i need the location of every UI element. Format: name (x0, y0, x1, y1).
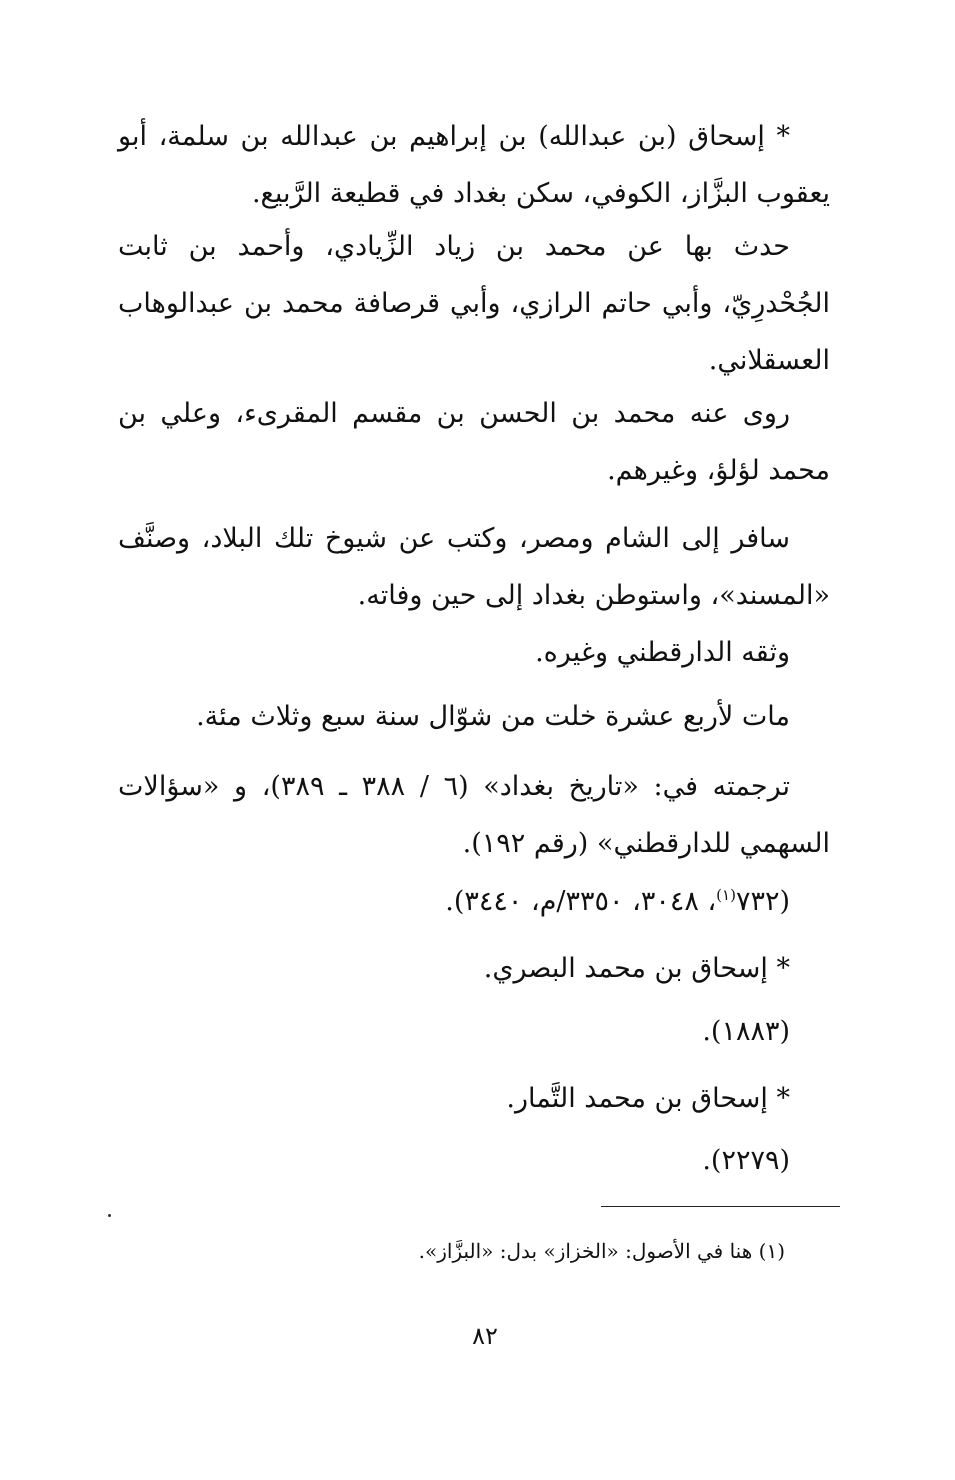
paragraph-narrated-from (118, 385, 830, 499)
text-line: محمد لؤلؤ، وغيرهم. (607, 455, 830, 486)
reference-numbers (118, 1003, 830, 1060)
paragraph-sources (118, 758, 830, 872)
scan-dot (108, 1214, 111, 1217)
paragraph-narrated (118, 218, 830, 389)
reference-numbers (118, 1132, 830, 1189)
paragraph-death (118, 688, 830, 745)
paragraph-heading (118, 940, 830, 997)
text-line: (١٨٨٣). (702, 1016, 790, 1047)
entry-heading-ishaq-ibn-abdullah (118, 108, 830, 222)
reference-numbers (118, 873, 830, 930)
paragraph-body (118, 624, 830, 681)
footnote-marker: (١) (716, 886, 736, 904)
paragraph-trustworthy (118, 624, 830, 681)
footnote-divider (601, 1206, 840, 1207)
entry-heading-ishaq-basri (118, 940, 830, 997)
text-line: (٢٢٧٩). (702, 1145, 790, 1176)
paragraph-travels (118, 510, 830, 624)
reference-line (118, 873, 830, 930)
entry-ref-tammar (118, 1132, 830, 1189)
text-line: روى عنه محمد بن الحسن بن مقسم المقرىء، وعلي بن (118, 398, 790, 429)
text-line: سافر إلى الشام ومصر، وكتب عن شيوخ تلك البلاد، وصنَّف (118, 523, 790, 554)
text-line: وثقه الدارقطني وغيره. (535, 637, 790, 668)
entry-ref-basri (118, 1003, 830, 1060)
footnote: (١) هنا في الأصول: «الخزاز» بدل: «البزَّاز». (418, 1239, 785, 1263)
paragraph-body (118, 385, 830, 499)
paragraph-heading (118, 1070, 830, 1127)
text-line: * إسحاق بن محمد البصري. (483, 953, 790, 984)
paragraph-body (118, 688, 830, 745)
text-line: ترجمته في: «تاريخ بغداد» (٦ / ٣٨٨ ـ ٣٨٩)، و «سؤالات (118, 771, 790, 802)
text-line: السهمي للدارقطني» (رقم ١٩٢). (462, 828, 830, 859)
text-line: * إسحاق (بن عبدالله) بن إبراهيم بن عبدالله بن سلمة، أبو (118, 121, 790, 152)
paragraph-heading (118, 108, 830, 222)
paragraph-body (118, 510, 830, 624)
text-line: مات لأربع عشرة خلت من شوّال سنة سبع وثلاث مئة. (196, 701, 790, 732)
ref-rest: ، ٣٠٤٨، ٣٣٥٠/م، ٣٤٤٠). (445, 886, 717, 917)
text-line: الجُحْدرِيّ، وأبي حاتم الرازي، وأبي قرصافة محمد بن عبدالوهاب (118, 288, 830, 319)
text-line: * إسحاق بن محمد التَّمار. (506, 1083, 790, 1114)
ref-open: (٧٣٢ (735, 886, 790, 917)
text-line: حدث بها عن محمد بن زياد الزِّيادي، وأحمد بن ثابت (118, 231, 790, 262)
text-line: العسقلاني. (708, 345, 830, 376)
text-line: «المسند»، واستوطن بغداد إلى حين وفاته. (357, 580, 830, 611)
entry-heading-ishaq-tammar (118, 1070, 830, 1127)
paragraph-body (118, 758, 830, 872)
page-number: ٨٢ (472, 1322, 498, 1350)
paragraph-body (118, 218, 830, 389)
text-line: يعقوب البزَّاز، الكوفي، سكن بغداد في قطيعة الرَّبيع. (251, 178, 830, 209)
